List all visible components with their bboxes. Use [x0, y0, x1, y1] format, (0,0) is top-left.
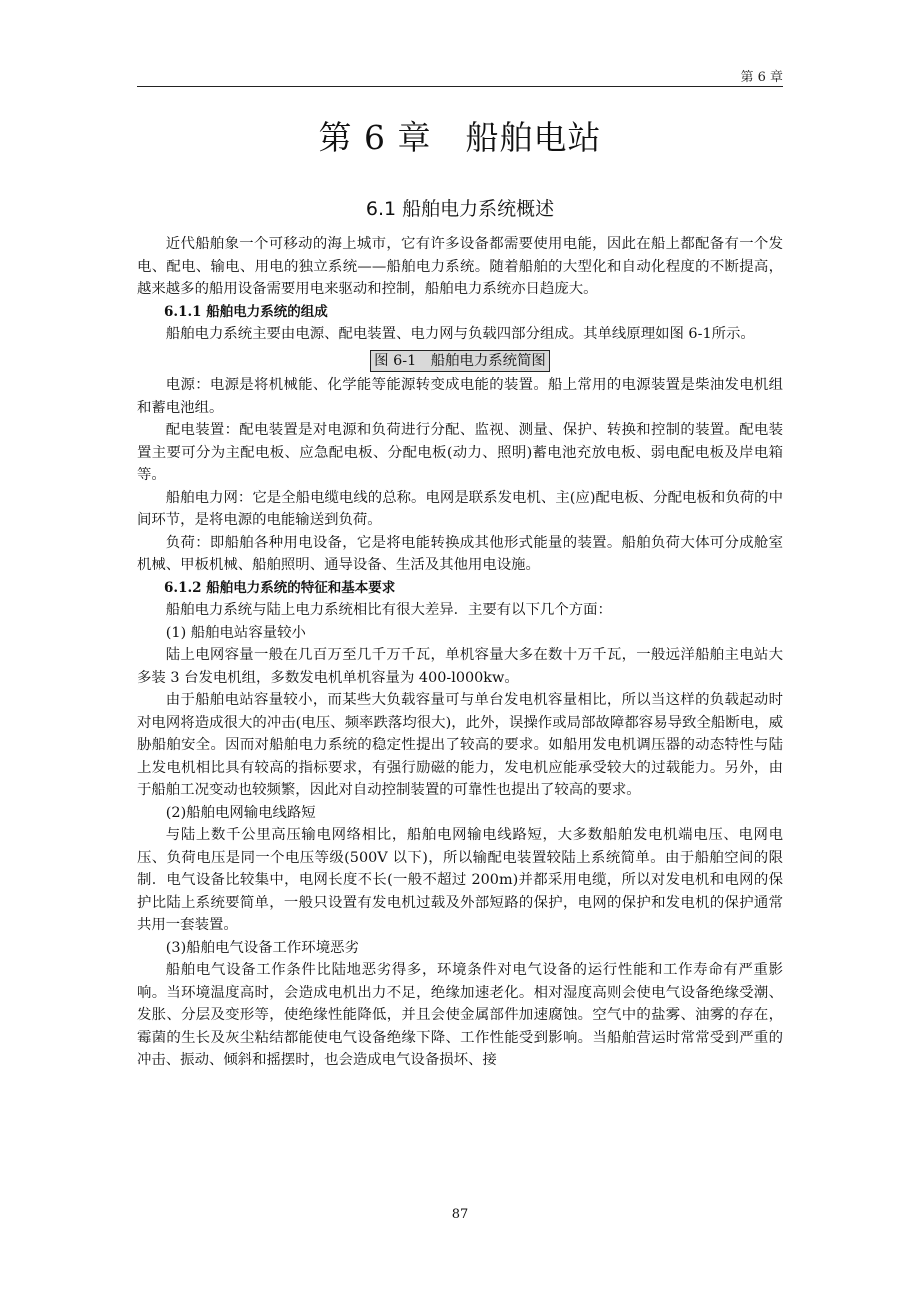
body-text	[137, 233, 783, 1072]
running-header: 第 6 章	[740, 70, 783, 85]
section-title: 6.1 船舶电力系统概述	[365, 198, 555, 220]
item1-title: (1) 船舶电站容量较小	[165, 624, 306, 641]
paragraph-item3-1: 船舶电气设备工作条件比陆地恶劣得多，环境条件对电气设备的运行性能和工作寿命有严重影响。当环境温度高时，会造成电机出力不足，绝缘加速老化。相对湿度高则会使电气设备绝缘受潮、发胀、分层及变形等，使绝缘性能降低，并且会使金属部件加速腐蚀。空气中的盐雾、油雾的存在，霉菌的生长及灰尘粘结都能使电气设备绝缘下降、工作性能受到影响。当船舶营运时常常受到严重的冲击、振动、倾斜和摇摆时，也会造成电气设备损坏、接	[137, 962, 783, 1068]
figure-caption-link[interactable]: 图 6-1 船舶电力系统简图	[370, 350, 550, 372]
item2-title: (2)船舶电网输电线路短	[165, 804, 316, 821]
item3-title: (3)船舶电气设备工作环境恶劣	[165, 939, 359, 956]
paragraph-item2-1: 与陆上数千公里高压输电网络相比，船舶电网输电线路短，大多数船舶发电机端电压、电网电压、负荷电压是同一个电压等级(500V 以下)，所以输配电装置较陆上系统简单。由于船舶空间的限制．电气设备比较集中，电网长度不长(一般不超过 200m)并都采用电缆，所以对发电机和电网的保护比陆上系统要简单，一般只设置有发电机过载及外部短路的保护，电网的保护和发电机的保护通常共用一套装置。	[137, 827, 783, 933]
paragraph-diff: 船舶电力系统与陆上电力系统相比有很大差异．主要有以下几个方面：	[165, 602, 612, 618]
paragraph-composition: 船舶电力系统主要由电源、配电装置、电力网与负载四部分组成。其单线原理如图 6-1所示。	[165, 326, 755, 342]
page-number: 87	[451, 1207, 469, 1222]
paragraph-item1-2: 由于船舶电站容量较小，而某些大负载容量可与单台发电机容量相比，所以当这样的负载起动时对电网将造成很大的冲击(电压、频率跌落均很大)，此外，误操作或局部故障都容易导致全船断电，威胁船舶安全。因而对船舶电力系统的稳定性提出了较高的要求。如船用发电机调压器的动态特性与陆上发电机相比具有较高的指标要求，有强行励磁的能力，发电机应能承受较大的过载能力。另外，由于船舶工况变动也较频繁，因此对自动控制装置的可靠性也提出了较高的要求。	[137, 692, 783, 798]
subsection-heading-6-1-1: 6.1.1 船舶电力系统的组成	[164, 303, 328, 320]
chapter-title: 第 6 章 船舶电站	[318, 118, 602, 157]
paragraph-item1-1: 陆上电网容量一般在几百万至几千万千瓦，单机容量大多在数十万千瓦，一般远洋船舶主电站大多装 3 台发电机组，多数发电机单机容量为 400-l000kw。	[137, 647, 783, 686]
subsection-heading-6-1-2: 6.1.2 船舶电力系统的特征和基本要求	[164, 579, 396, 596]
paragraph-distribution: 配电装置：配电装置是对电源和负荷进行分配、监视、测量、保护、转换和控制的装置。配电装置主要可分为主配电板、应急配电板、分配电板(动力、照明)蓄电池充放电板、弱电配电板及岸电箱等。	[137, 422, 783, 483]
header-divider	[137, 86, 783, 87]
paragraph-power-source: 电源：电源是将机械能、化学能等能源转变成电能的装置。船上常用的电源装置是柴油发电机组和蓄电池组。	[137, 377, 783, 416]
figure-caption-wrap	[137, 350, 783, 373]
paragraph-intro: 近代船舶象一个可移动的海上城市，它有许多设备都需要使用电能，因此在船上都配备有一个发电、配电、输电、用电的独立系统——船舶电力系统。随着船舶的大型化和自动化程度的不断提高，越来越多的船用设备需要用电来驱动和控制，船舶电力系统亦日趋庞大。	[137, 236, 783, 297]
paragraph-load: 负荷：即船舶各种用电设备，它是将电能转换成其他形式能量的装置。船舶负荷大体可分成舱室机械、甲板机械、船舶照明、通导设备、生活及其他用电设施。	[137, 534, 783, 573]
paragraph-network: 船舶电力网：它是全船电缆电线的总称。电网是联系发电机、主(应)配电板、分配电板和负荷的中间环节，是将电源的电能输送到负荷。	[137, 489, 783, 528]
